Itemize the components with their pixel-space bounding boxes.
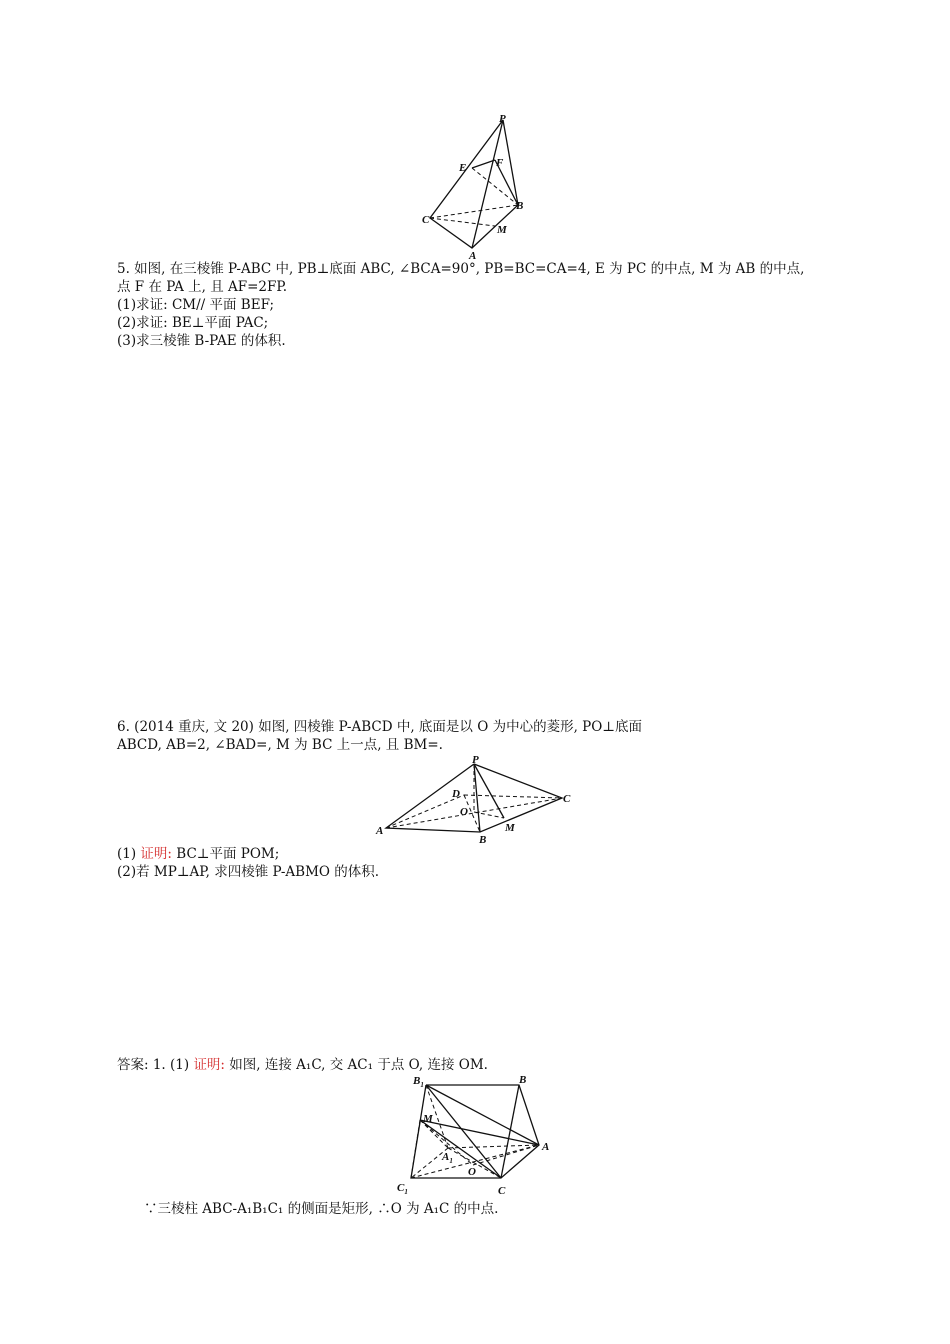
label-e: E <box>459 162 467 174</box>
label-c1: $C_1$ <box>397 1182 408 1196</box>
label-b1: $B_1$ <box>413 1075 424 1089</box>
label-c: C <box>563 793 571 805</box>
answer-conclusion: ∵三棱柱 ABC-A₁B₁C₁ 的侧面是矩形, ∴O 为 A₁C 的中点. <box>144 1201 499 1217</box>
label-o: O <box>460 806 468 818</box>
problem5-statement-line2: 点 F 在 PA 上, 且 AF=2FP. <box>117 279 288 295</box>
proof-label: 证明: <box>193 1057 225 1073</box>
problem6-statement-line1: 6. (2014 重庆, 文 20) 如图, 四棱锥 P-ABCD 中, 底面是以 O 为中心的菱形, PO⊥底面 <box>117 719 643 735</box>
label-c: C <box>422 214 430 226</box>
label-b: B <box>519 1074 527 1086</box>
problem6-question2: (2)若 MP⊥AP, 求四棱锥 P-ABMO 的体积. <box>117 864 380 880</box>
label-p: P <box>472 754 479 766</box>
answer-text: 如图, 连接 A₁C, 交 AC₁ 于点 O, 连接 OM. <box>225 1057 488 1073</box>
figure-tetrahedron-p-abc <box>415 110 540 260</box>
question-text: BC⊥平面 POM; <box>171 846 280 862</box>
problem5-question3: (3)求三棱锥 B-PAE 的体积. <box>117 333 286 349</box>
figure-pyramid-p-abcd <box>372 752 582 847</box>
label-b: B <box>516 200 524 212</box>
label-p: P <box>499 113 506 125</box>
problem6-statement-line2: ABCD, AB=2, ∠BAD=, M 为 BC 上一点, 且 BM=. <box>117 737 443 753</box>
label-a1: $A_1$ <box>442 1151 453 1165</box>
question-number: (1) <box>117 846 141 862</box>
proof-label: 证明: <box>140 846 172 862</box>
problem5-question2: (2)求证: BE⊥平面 PAC; <box>117 315 269 331</box>
label-f: F <box>496 157 504 169</box>
label-m: M <box>505 822 515 834</box>
label-b: B <box>479 834 487 846</box>
label-a: A <box>542 1141 550 1153</box>
figure-prism-abc-a1b1c1 <box>393 1070 558 1200</box>
label-m: M <box>423 1113 433 1125</box>
label-c: C <box>498 1185 506 1197</box>
problem6-question1 <box>117 845 279 863</box>
label-a: A <box>469 250 477 260</box>
label-m: M <box>497 224 507 236</box>
problem5-statement-line1: 5. 如图, 在三棱锥 P-ABC 中, PB⊥底面 ABC, ∠BCA=90°, PB=BC=CA=4, E 为 PC 的中点, M 为 AB 的中点, <box>117 261 805 277</box>
label-o: O <box>468 1166 476 1178</box>
answer-prefix: 答案: 1. (1) <box>117 1057 194 1073</box>
label-d: D <box>452 788 460 800</box>
label-a: A <box>376 825 384 837</box>
problem5-question1: (1)求证: CM// 平面 BEF; <box>117 297 275 313</box>
